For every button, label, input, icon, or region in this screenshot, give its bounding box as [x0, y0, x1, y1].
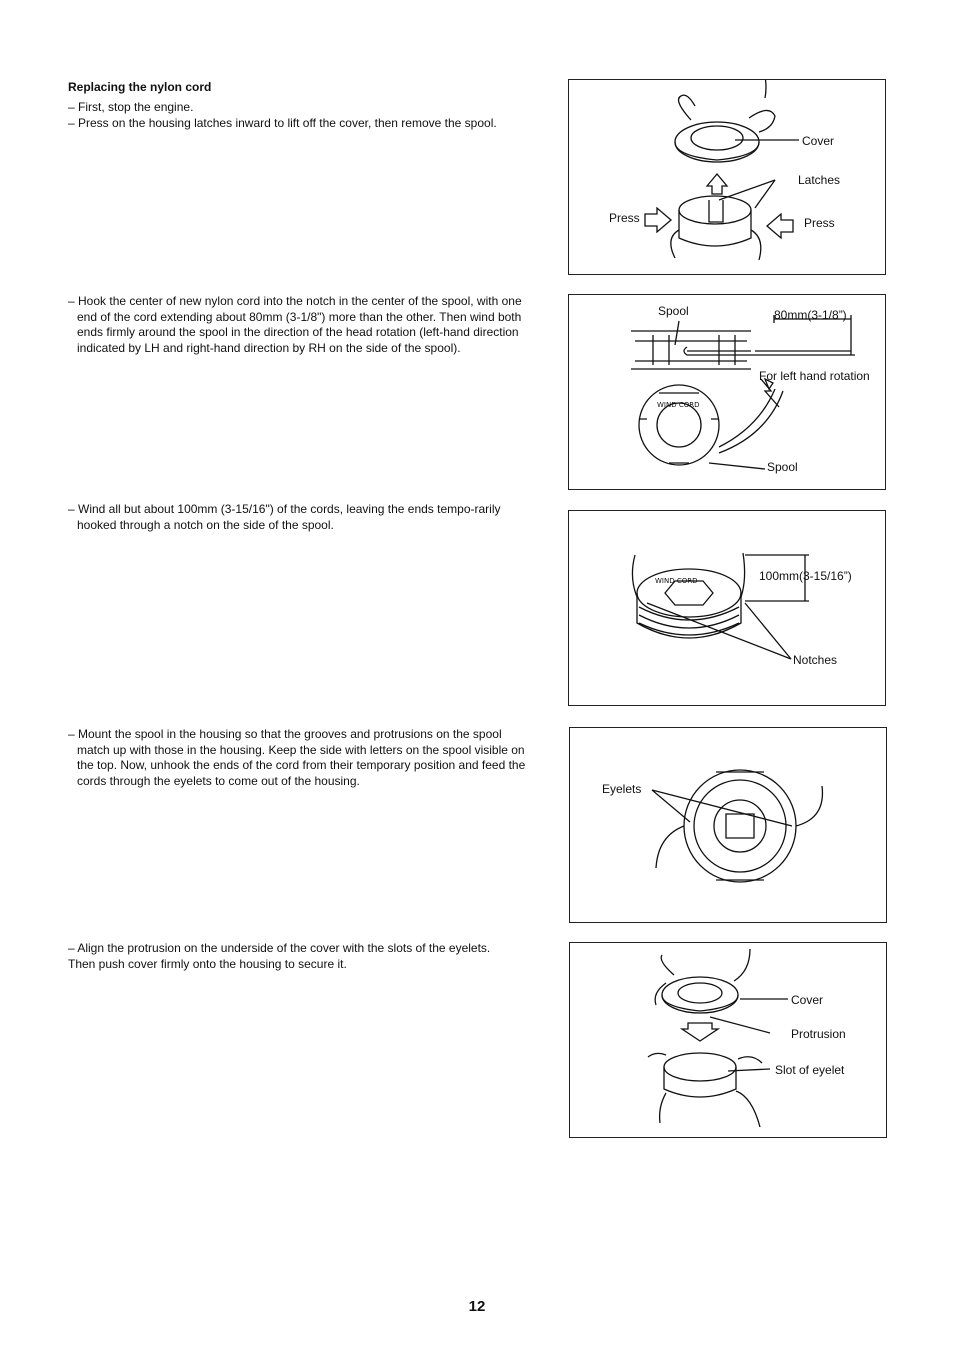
- label-spool-top: Spool: [658, 304, 689, 318]
- label-cover: Cover: [802, 134, 835, 148]
- label-spool-bottom: Spool: [767, 460, 798, 474]
- label-protrusion: Protrusion: [791, 1027, 846, 1041]
- eyelets-illustration: [570, 728, 886, 922]
- wind-spool-illustration: [569, 295, 885, 489]
- step-5-line-2: Then push cover firmly onto the housing to secure it.: [68, 956, 347, 971]
- label-100mm: 100mm(3-15/16”): [759, 569, 852, 583]
- notches-illustration: [569, 511, 885, 705]
- section-heading: Replacing the nylon cord: [68, 80, 212, 94]
- figure-notches: [568, 510, 886, 706]
- spool-marking-text-2: WIND CORD: [655, 577, 698, 585]
- step-2-line-1: – Hook the center of new nylon cord into the notch in the center of the spool, with one end of the cord extending about 80mm (3-1/8") more than the other. Then wind both ends firmly around the spool in the direction of the head rotation (left-hand direction indicated by LH and right-hand direction by RH on the side of the spool).: [68, 294, 522, 355]
- page-number: 12: [468, 1298, 486, 1315]
- label-press-left: Press: [609, 211, 640, 225]
- step-2-text: [68, 294, 528, 356]
- label-left-hand-rotation: For left hand rotation: [759, 369, 870, 383]
- label-cover-2: Cover: [791, 993, 824, 1007]
- figure-wind-spool: [568, 294, 886, 490]
- step-4-text: [68, 727, 528, 789]
- step-1-line-2: – Press on the housing latches inward to lift off the cover, then remove the spool.: [68, 115, 497, 130]
- figure-eyelets: [569, 727, 887, 923]
- step-3-line-1: – Wind all but about 100mm (3-15/16") of the cords, leaving the ends tempo-rarily hooked through a notch on the side of the spool.: [68, 502, 501, 532]
- step-3-text: [68, 502, 528, 533]
- step-4-line-1: – Mount the spool in the housing so that the grooves and protrusions on the spool match up with those in the housing. Keep the side with letters on the spool visible on the top. Now, unhook the ends of the cord from their temporary position and feed the cords through the eyelets to come out of the housing.: [68, 727, 526, 788]
- label-80mm: 80mm(3-1/8”): [774, 308, 847, 322]
- step-5-text: [68, 941, 528, 972]
- step-1-text: [68, 100, 528, 131]
- label-slot-of-eyelet: Slot of eyelet: [775, 1063, 845, 1077]
- figure-attach-cover: [569, 942, 887, 1138]
- step-1-line-1: – First, stop the engine.: [68, 100, 194, 114]
- label-press-right: Press: [804, 216, 835, 230]
- label-latches: Latches: [798, 173, 841, 187]
- spool-marking-text: WIND CORD: [657, 401, 700, 409]
- label-eyelets: Eyelets: [602, 782, 642, 796]
- label-notches: Notches: [793, 653, 838, 667]
- figure-remove-cover: [568, 79, 886, 275]
- step-5-line-1: – Align the protrusion on the underside of the cover with the slots of the eyelets.: [68, 941, 491, 955]
